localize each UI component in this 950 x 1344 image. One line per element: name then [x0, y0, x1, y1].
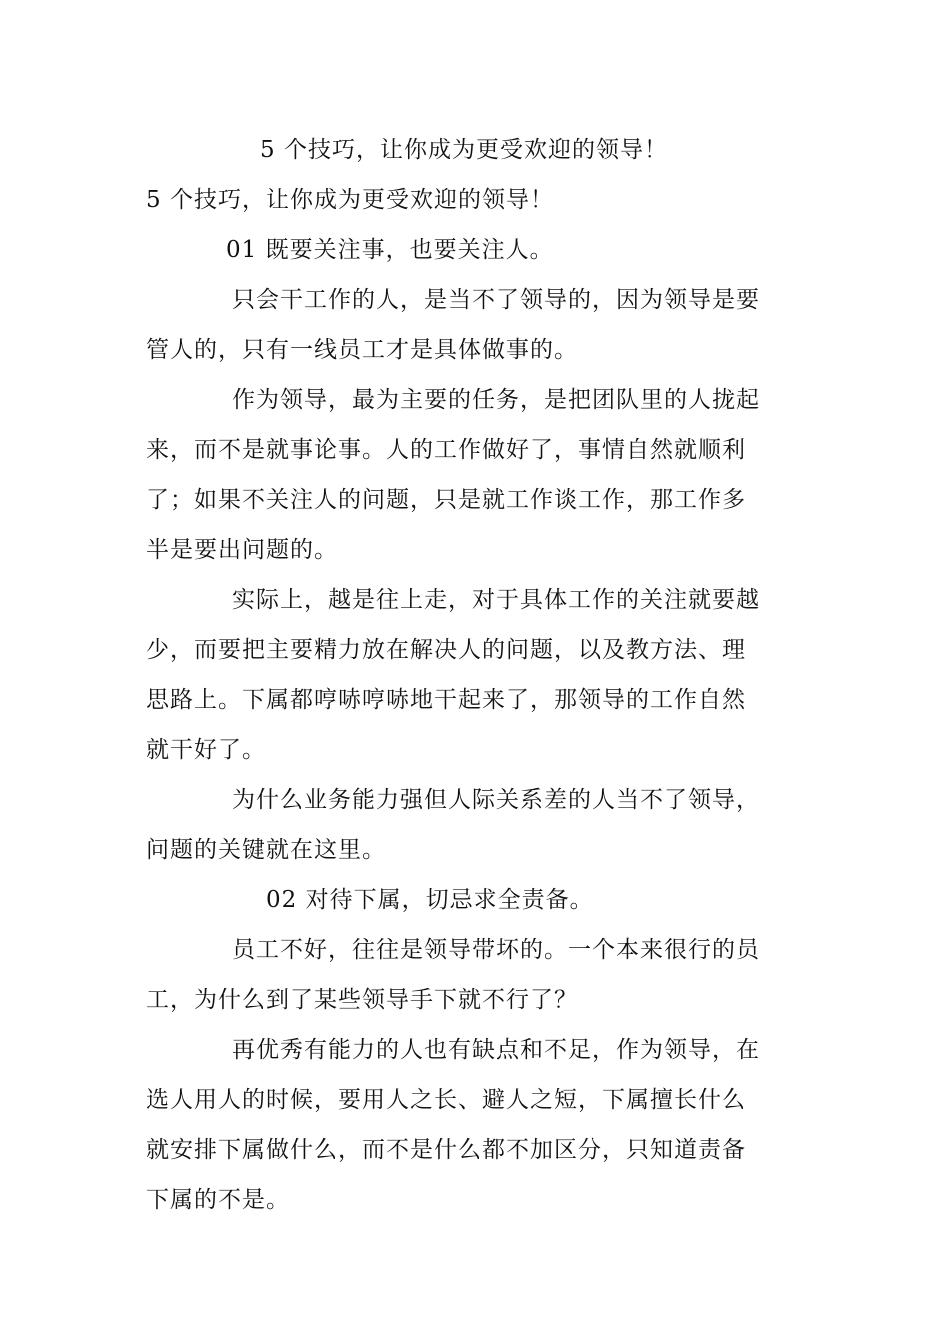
paragraph-line: 问题的关键就在这里。: [146, 837, 386, 863]
paragraph-line: 实际上，越是往上走，对于具体工作的关注就要越: [232, 587, 760, 613]
paragraph-line: 就干好了。: [146, 737, 266, 763]
section-heading-02: 02 对待下属，切忌求全责备。: [266, 887, 594, 913]
paragraph-line: 只会干工作的人，是当不了领导的，因为领导是要: [232, 287, 760, 313]
document-title: 5 个技巧，让你成为更受欢迎的领导！: [260, 137, 668, 163]
paragraph-line: 了；如果不关注人的问题，只是就工作谈工作，那工作多: [146, 487, 746, 513]
document-subtitle: 5 个技巧，让你成为更受欢迎的领导！: [146, 187, 554, 213]
paragraph-line: 管人的，只有一线员工才是具体做事的。: [146, 337, 578, 363]
paragraph-line: 选人用人的时候，要用人之长、避人之短，下属擅长什么: [146, 1087, 746, 1113]
paragraph-line: 下属的不是。: [146, 1187, 290, 1213]
paragraph-line: 员工不好，往往是领导带坏的。一个本来很行的员: [232, 937, 760, 963]
paragraph-line: 思路上。下属都哼哧哼哧地干起来了，那领导的工作自然: [146, 687, 746, 713]
paragraph-line: 来，而不是就事论事。人的工作做好了，事情自然就顺利: [146, 437, 746, 463]
paragraph-line: 再优秀有能力的人也有缺点和不足，作为领导，在: [232, 1037, 760, 1063]
paragraph-line: 为什么业务能力强但人际关系差的人当不了领导，: [232, 787, 760, 813]
paragraph-line: 少，而要把主要精力放在解决人的问题，以及教方法、理: [146, 637, 746, 663]
paragraph-line: 半是要出问题的。: [146, 537, 338, 563]
paragraph-line: 工，为什么到了某些领导手下就不行了？: [146, 987, 578, 1013]
paragraph-line: 作为领导，最为主要的任务，是把团队里的人拢起: [232, 387, 760, 413]
section-heading-01: 01 既要关注事，也要关注人。: [226, 237, 554, 263]
paragraph-line: 就安排下属做什么，而不是什么都不加区分，只知道责备: [146, 1137, 746, 1163]
